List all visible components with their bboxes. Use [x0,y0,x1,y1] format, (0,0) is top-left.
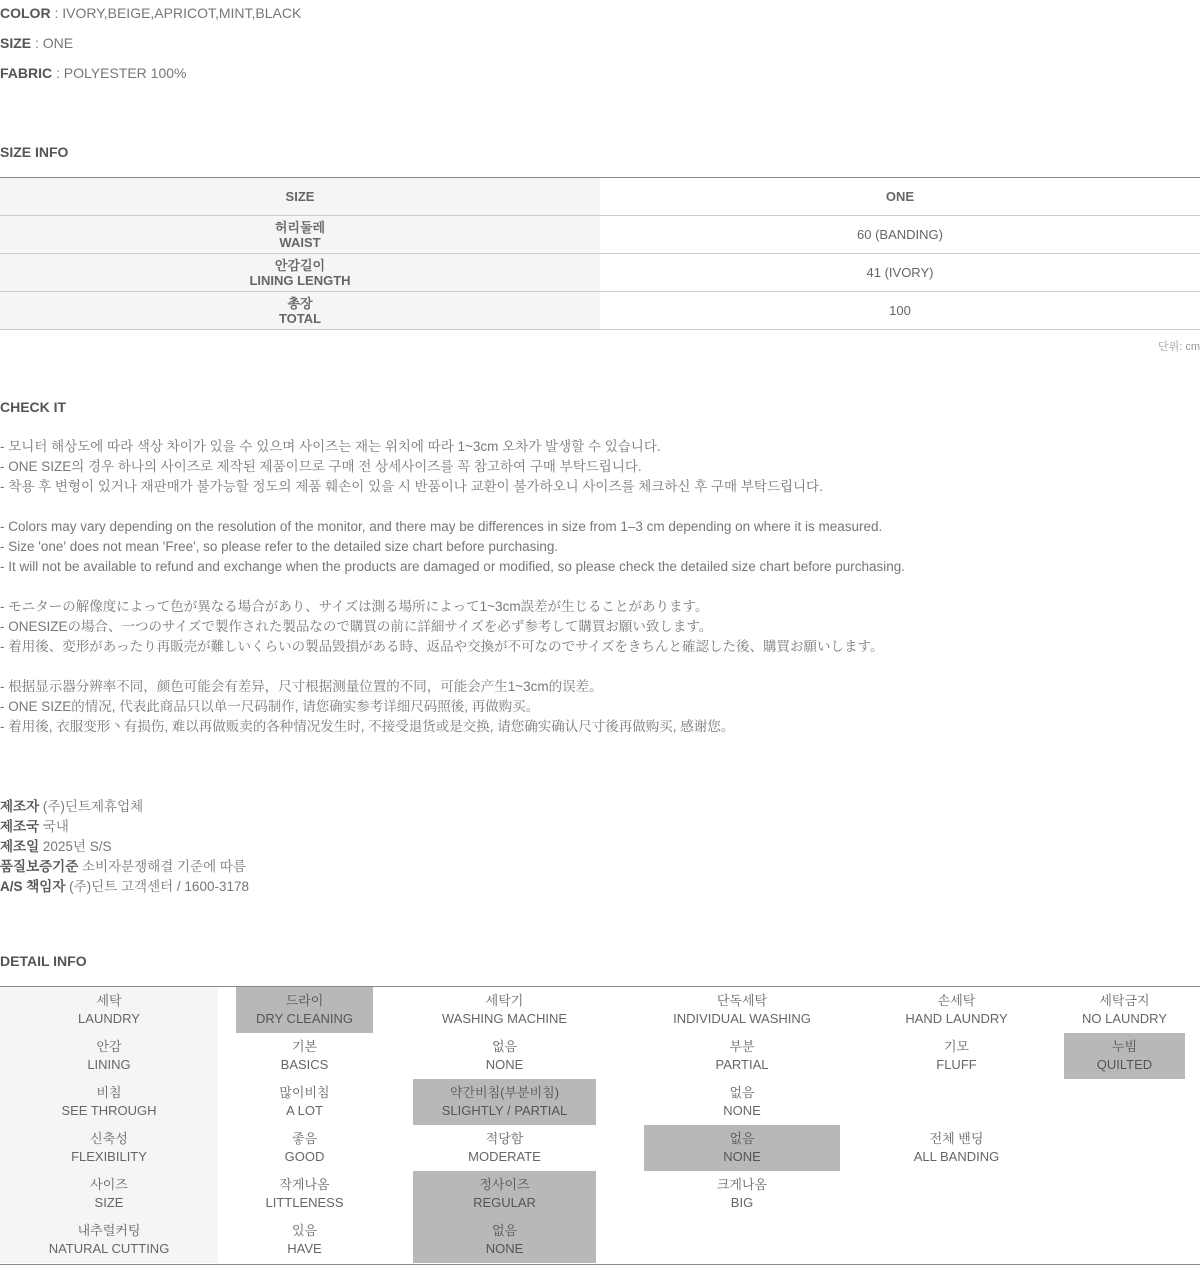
option-ko: 부분 [729,1039,755,1054]
label-ko: 신축성 [90,1131,128,1146]
option-en: NONE [723,1149,761,1164]
note-line: - 着用後, 衣服变形丶有损伤, 难以再做贩卖的各种情况发生时, 不接受退货或是交换, 请您确实确认尺寸後再做购买, 感谢您。 [0,719,735,734]
color-label: COLOR [0,5,51,21]
detail-row-label [0,1125,218,1171]
label-ko: 사이즈 [90,1177,128,1192]
option-ko: 크게나옴 [716,1177,768,1192]
detail-row-size [0,1171,1200,1217]
option-basics [236,1033,373,1079]
note-line: - It will not be available to refund and exchange when the products are damaged or modified, so please check the detailed size chart before purchasing. [0,559,906,574]
size-row-label-ko: 총장 [287,295,313,311]
option-ko: 정사이즈 [479,1177,530,1192]
option-en: HAND LAUNDRY [905,1011,1008,1026]
size-row-value: 100 [600,292,1200,330]
option-en: NO LAUNDRY [1081,1011,1167,1026]
option-ko: 없음 [491,1039,518,1054]
size-row-label [0,292,600,330]
detail-info-title: DETAIL INFO [0,953,87,969]
note-line: - 根据显示器分辨率不同，颜色可能会有差异，尺寸根据测量位置的不同，可能会产生1~3cm的误差。 [0,679,603,694]
size-value: : ONE [31,35,74,51]
option-quilted [1064,1033,1185,1079]
option-en: BASICS [280,1057,329,1072]
color-value: : IVORY,BEIGE,APRICOT,MINT,BLACK [50,5,302,21]
label-ko: 내추럴커팅 [77,1223,141,1238]
option-fluff [884,1033,1029,1079]
option-regular [413,1171,596,1217]
option-en: BIG [730,1195,754,1210]
size-header-value: ONE [600,178,1200,216]
detail-row-natural-cutting [0,1217,1200,1263]
check-it-notes [0,437,905,737]
option-en: NONE [485,1241,524,1256]
detail-row-see-through [0,1079,1200,1125]
option-en: REGULAR [473,1195,536,1210]
note-line: - ONE SIZE的情况, 代表此商品只以单一尺码制作, 请您确实参考详细尺码照後, 再做购买。 [0,699,540,714]
as-value: (주)딘트 고객센터 / 1600-3178 [65,879,249,894]
label-ko: 안감 [96,1039,122,1054]
label-en: LINING [87,1057,131,1072]
option-ko: 세탁금지 [1099,993,1150,1008]
manufacturer-label: 제조자 [0,799,40,814]
size-row-label [0,216,600,254]
size-info-title: SIZE INFO [0,144,69,160]
option-ko: 전체 밴딩 [929,1131,984,1146]
option-en: LITTLENESS [265,1195,344,1210]
option-ko: 단독세탁 [716,993,768,1008]
size-row-label-en: WAIST [279,234,321,250]
size-row-label-ko: 허리둘레 [274,219,326,235]
option-hand-laundry [884,987,1029,1033]
option-dry-cleaning [236,987,373,1033]
table-row [0,254,1200,292]
fabric-spec [0,65,186,81]
label-en: SIZE [94,1195,124,1210]
size-header-label: SIZE [0,178,600,216]
size-label: SIZE [0,35,32,51]
note-line: - ONESIZEの場合、一つのサイズで製作された製品なので購買の前に詳細サイズを必ず参考して購買お願い致します。 [0,619,713,634]
size-table [0,177,1200,330]
option-en: NONE [485,1057,524,1072]
table-row [0,216,1200,254]
note-line: - 착용 후 변형이 있거나 재판매가 불가능할 정도의 제품 훼손이 있을 시 반품이나 교환이 불가하오니 사이즈를 체크하신 후 구매 부탁드립니다. [0,479,823,494]
label-en: FLEXIBILITY [71,1149,147,1164]
option-ko: 드라이 [285,993,324,1008]
option-ko: 작게나옴 [279,1177,330,1192]
option-good [236,1125,373,1171]
option-big [644,1171,840,1217]
option-en: ALL BANDING [913,1149,1000,1164]
option-none [644,1079,840,1125]
size-table-header [0,178,1200,216]
option-ko: 세탁기 [485,993,524,1008]
size-row-label-en: LINING LENGTH [249,272,351,288]
option-en: FLUFF [936,1057,977,1072]
detail-row-lining [0,1033,1200,1079]
country-label: 제조국 [0,819,40,834]
option-ko: 많이비침 [279,1085,330,1100]
option-a-lot [236,1079,373,1125]
option-all-banding [884,1125,1029,1171]
size-spec [0,35,73,51]
option-individual-washing [644,987,840,1033]
maker-info [0,797,249,897]
as-label: A/S 책임자 [0,879,66,894]
quality-label: 품질보증기준 [0,859,79,874]
fabric-label: FABRIC [0,65,53,81]
note-line: - ONE SIZE의 경우 하나의 사이즈로 제작된 제품이므로 구매 전 상세사이즈를 꼭 참고하여 구매 부탁드립니다. [0,459,642,474]
option-en: GOOD [284,1149,325,1164]
option-en: PARTIAL [715,1057,769,1072]
size-row-value: 60 (BANDING) [600,216,1200,254]
option-have [236,1217,373,1263]
option-en: NONE [723,1103,761,1118]
option-partial [644,1033,840,1079]
option-moderate [413,1125,596,1171]
as-line [0,877,249,897]
detail-row-label [0,1079,218,1125]
note-line: - Colors may vary depending on the resolution of the monitor, and there may be differences in size from 1–3 cm depending on where it is measured. [0,519,883,534]
quality-value: 소비자분쟁해결 기준에 따름 [78,859,246,874]
option-ko: 없음 [729,1131,755,1146]
note-line: - Size 'one' does not mean 'Free', so please refer to the detailed size chart before purchasing. [0,539,559,554]
table-row [0,292,1200,330]
option-littleness [236,1171,373,1217]
country-line [0,817,249,837]
option-ko: 없음 [491,1223,518,1238]
quality-line [0,857,249,877]
label-ko: 세탁 [96,993,122,1008]
option-ko: 약간비침(부분비침) [449,1085,560,1100]
option-ko: 없음 [729,1085,755,1100]
option-slightly-partial [413,1079,596,1125]
option-ko: 적당함 [485,1131,524,1146]
option-en: INDIVIDUAL WASHING [673,1011,811,1026]
option-ko: 좋음 [291,1131,318,1146]
note-line: - 着用後、変形があったり再販売が難しいくらいの製品毀損がある時、返品や交換が不可なのでサイズをきちんと確認した後、購買お願いします。 [0,639,884,654]
option-ko: 기본 [291,1039,318,1054]
option-en: MODERATE [468,1149,541,1164]
option-en: A LOT [286,1103,323,1118]
size-row-value: 41 (IVORY) [600,254,1200,292]
label-ko: 비침 [96,1085,122,1100]
option-ko: 기모 [943,1039,970,1054]
note-line: - モニターの解像度によって色が異なる場合があり、サイズは測る場所によって1~3cm誤差が生じることがあります。 [0,599,709,614]
option-ko: 손세탁 [937,993,976,1008]
detail-row-laundry [0,987,1200,1033]
date-line [0,837,249,857]
size-row-label-ko: 안감길이 [274,257,326,273]
label-en: LAUNDRY [78,1011,140,1026]
detail-row-flexibility [0,1125,1200,1171]
size-row-label-en: TOTAL [278,310,322,326]
option-en: DRY CLEANING [255,1011,354,1026]
fabric-value: : POLYESTER 100% [52,65,187,81]
note-line: - 모니터 해상도에 따라 색상 차이가 있을 수 있으며 사이즈는 재는 위치에 따라 1~3cm 오차가 발생할 수 있습니다. [0,439,661,454]
option-none [644,1125,840,1171]
option-no-laundry [1064,987,1185,1033]
option-none [413,1217,596,1263]
option-ko: 있음 [291,1223,318,1238]
country-value: 국내 [39,819,69,834]
date-value: 2025년 S/S [39,839,112,854]
manufacturer-value: (주)딘트제휴업체 [39,799,144,814]
detail-row-label [0,1171,218,1217]
label-en: NATURAL CUTTING [48,1241,170,1256]
option-en: WASHING MACHINE [441,1011,568,1026]
color-spec [0,5,301,21]
manufacturer-line [0,797,249,817]
detail-row-label [0,1033,218,1079]
unit-note: 단위: cm [1157,341,1200,353]
detail-row-label [0,1217,218,1263]
option-en: SLIGHTLY / PARTIAL [441,1103,568,1118]
option-en: QUILTED [1096,1057,1153,1072]
option-none [413,1033,596,1079]
option-washing-machine [413,987,596,1033]
size-row-label [0,254,600,292]
option-en: HAVE [287,1241,322,1256]
detail-row-label [0,987,218,1033]
check-it-title: CHECK IT [0,399,67,415]
date-label: 제조일 [0,839,40,854]
detail-table [0,986,1200,1265]
option-ko: 누빔 [1111,1039,1138,1054]
label-en: SEE THROUGH [61,1103,157,1118]
